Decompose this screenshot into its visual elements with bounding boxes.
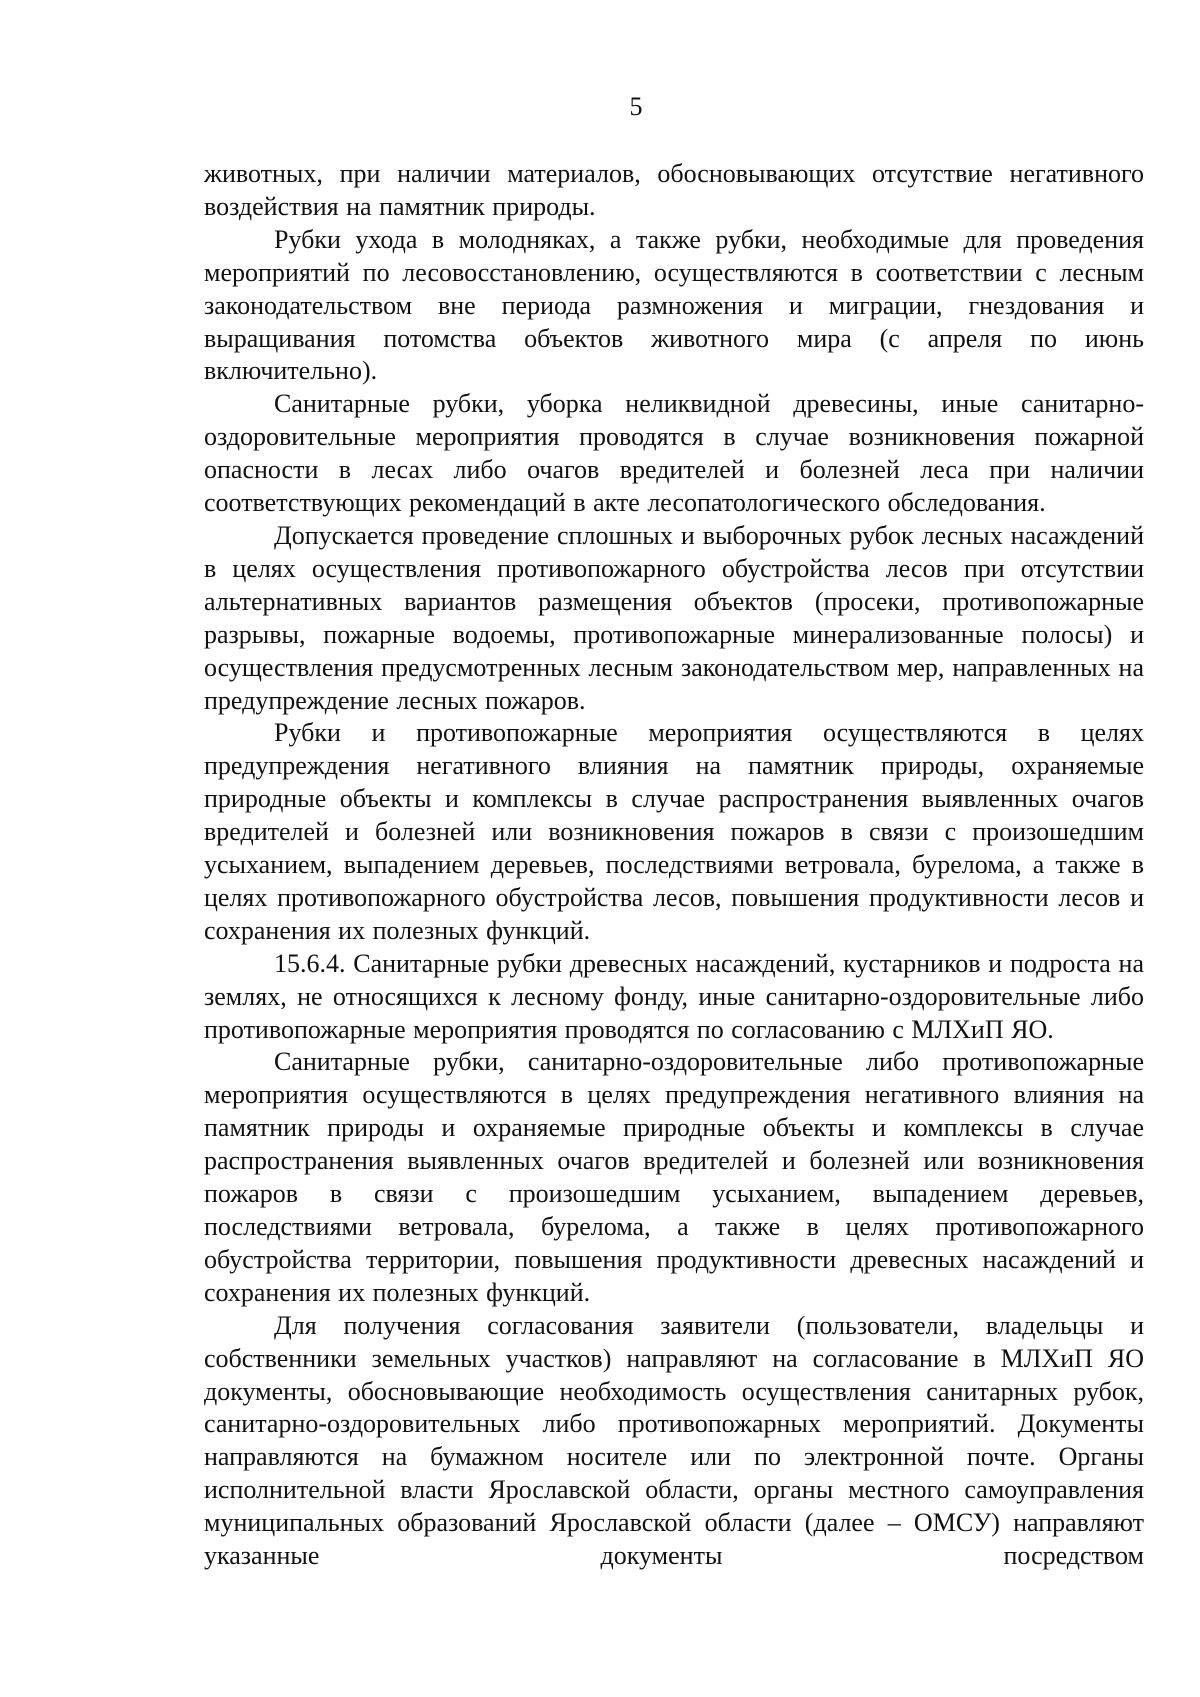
paragraph-continuation: животных, при наличии материалов, обосновывающих отсутствие негативного воздействия на памятник природы. bbox=[204, 159, 1144, 221]
paragraph-sanitary-measures-purpose: Санитарные рубки, санитарно-оздоровительные либо противопожарные мероприятия осуществляются в целях предупреждения негативного влияния на памятник природы и охраняемые природные объекты и комплексы в случае распространения выявленных очагов вредителей и болезней или возникновения пожаров в связи с произошедшим усыханием, выпадением деревьев, последствиями ветровала, бурелома, а также в целях противопожарного обустройства территории, повышения продуктивности древесных насаждений и сохранения их полезных функций. bbox=[204, 1047, 1144, 1307]
paragraph-thinning-cuttings: Рубки ухода в молодняках, а также рубки, необходимые для проведения мероприятий по лесовосстановлению, осуществляются в соответствии с лесным законодательством вне периода размножения и миграции, гнездования и выращивания потомства объектов животного мира (с апреля по июнь включительно). bbox=[204, 224, 1144, 386]
page-number: 5 bbox=[629, 92, 643, 121]
paragraph-section-15-6-4: 15.6.4. Санитарные рубки древесных насаждений, кустарников и подроста на землях, не относящихся к лесному фонду, иные санитарно-оздоровительные либо противопожарные мероприятия проводятся по согласованию с МЛХиП ЯО. bbox=[204, 948, 1144, 1044]
paragraph-fire-prevention-cuttings: Допускается проведение сплошных и выборочных рубок лесных насаждений в целях осуществления противопожарного обустройства лесов при отсутствии альтернативных вариантов размещения объектов (просеки, противопожарные разрывы, пожарные водоемы, противопожарные минерализованные полосы) и осуществления предусмотренных лесным законодательством мер, направленных на предупреждение лесных пожаров. bbox=[204, 520, 1144, 715]
document-body bbox=[204, 158, 1144, 1573]
paragraph-sanitary-cuttings: Санитарные рубки, уборка неликвидной древесины, иные санитарно-оздоровительные мероприятия проводятся в случае возникновения пожарной опасности в лесах либо очагов вредителей и болезней леса при наличии соответствующих рекомендаций в акте лесопатологического обследования. bbox=[204, 389, 1144, 518]
paragraph-approval-procedure: Для получения согласования заявители (пользователи, владельцы и собственники земельных участков) направляют на согласование в МЛХиП ЯО документы, обосновывающие необходимость осуществления санитарных рубок, санитарно-оздоровительных либо противопожарных мероприятий. Документы направляются на бумажном носителе или по электронной почте. Органы исполнительной власти Ярославской области, органы местного самоуправления муниципальных образований Ярославской области (далее – ОМСУ) направляют указанные документы посредством bbox=[204, 1310, 1144, 1571]
paragraph-cuttings-and-fire-measures: Рубки и противопожарные мероприятия осуществляются в целях предупреждения негативного влияния на памятник природы, охраняемые природные объекты и комплексы в случае распространения выявленных очагов вредителей и болезней или возникновения пожаров в связи с произошедшим усыханием, выпадением деревьев, последствиями ветровала, бурелома, а также в целях противопожарного обустройства лесов, повышения продуктивности лесов и сохранения их полезных функций. bbox=[204, 718, 1144, 945]
